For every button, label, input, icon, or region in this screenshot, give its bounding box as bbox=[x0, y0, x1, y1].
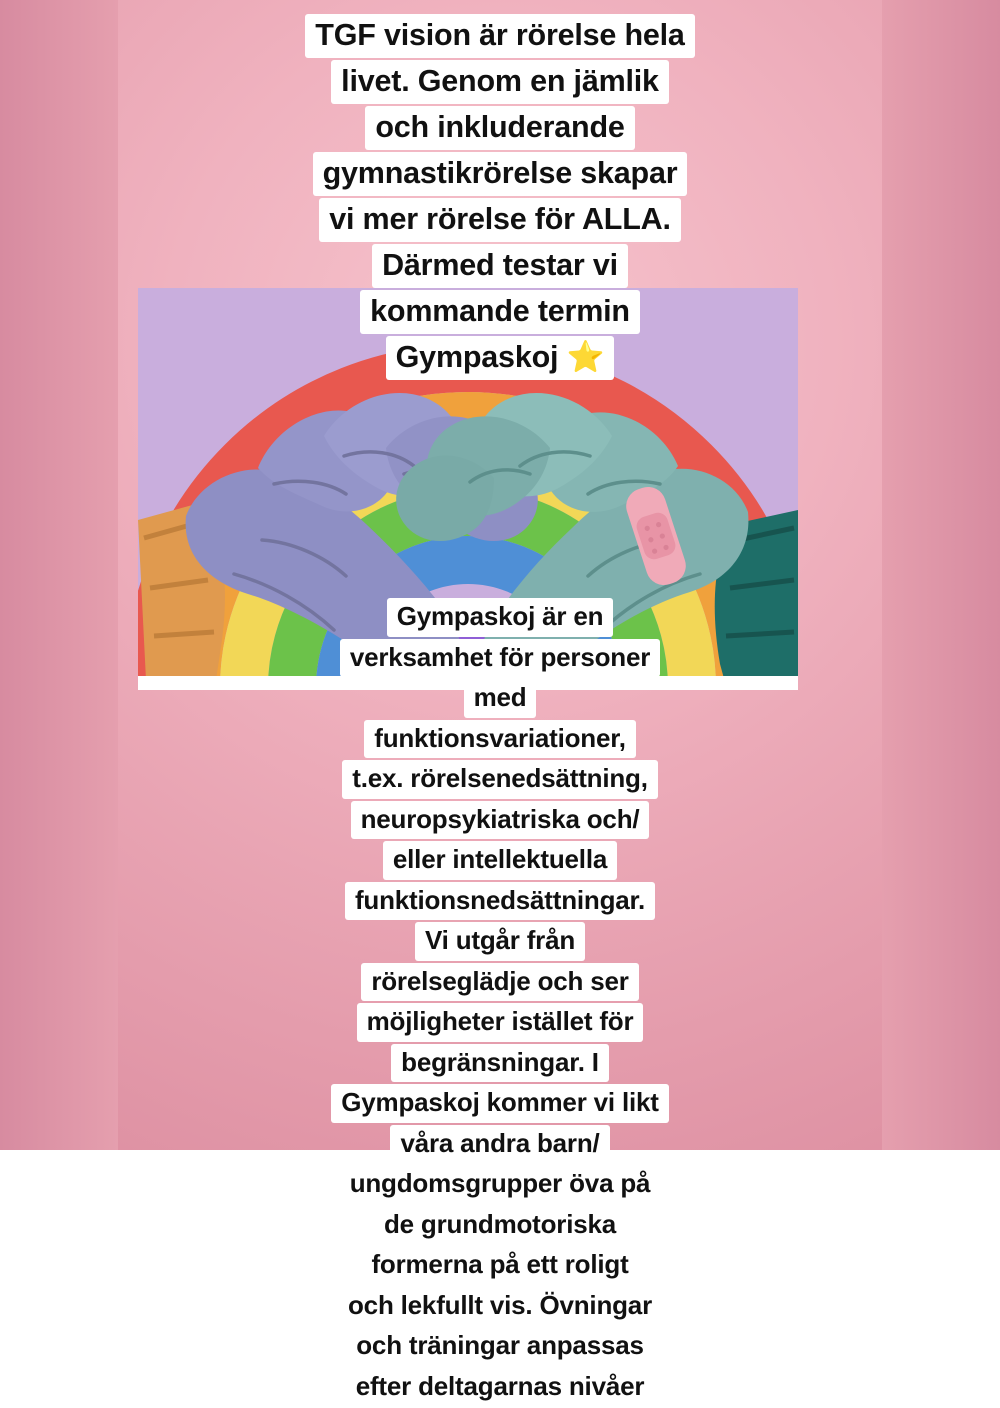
caption-line: våra andra barn/ bbox=[0, 1125, 1000, 1164]
background-right-edge bbox=[882, 0, 1000, 1150]
caption-line: Gympaskoj kommer vi likt bbox=[0, 1084, 1000, 1123]
caption-line: efter deltagarnas nivåer bbox=[0, 1368, 1000, 1407]
caption-line: och lekfullt vis. Övningar bbox=[0, 1287, 1000, 1326]
caption-line: gymnastikrörelse skapar bbox=[0, 152, 1000, 196]
hands-heart-rainbow-illustration bbox=[138, 288, 798, 688]
caption-line: Gympaskoj är en bbox=[0, 598, 1000, 637]
caption-line: rörelseglädje och ser bbox=[0, 963, 1000, 1002]
caption-line: Därmed testar vi bbox=[0, 244, 1000, 288]
caption-line: TGF vision är rörelse hela bbox=[0, 14, 1000, 58]
caption-line: neuropsykiatriska och/ bbox=[0, 801, 1000, 840]
caption-line: Gympaskoj ⭐ bbox=[0, 336, 1000, 380]
caption-line: vi mer rörelse för ALLA. bbox=[0, 198, 1000, 242]
caption-line: t.ex. rörelsenedsättning, bbox=[0, 760, 1000, 799]
caption-line: begränsningar. I bbox=[0, 1044, 1000, 1083]
caption-line: formerna på ett roligt bbox=[0, 1246, 1000, 1285]
caption-line: funktionsvariationer, bbox=[0, 720, 1000, 759]
caption-line: kommande termin bbox=[0, 290, 1000, 334]
caption-line: och inkluderande bbox=[0, 106, 1000, 150]
caption-line: livet. Genom en jämlik bbox=[0, 60, 1000, 104]
caption-line: möjligheter istället för bbox=[0, 1003, 1000, 1042]
caption-line: ungdomsgrupper öva på bbox=[0, 1165, 1000, 1204]
image-bottom-white-strip bbox=[138, 676, 798, 690]
caption-line: och träningar anpassas bbox=[0, 1327, 1000, 1366]
caption-line: Vi utgår från bbox=[0, 922, 1000, 961]
caption-line: de grundmotoriska bbox=[0, 1206, 1000, 1245]
caption-line: verksamhet för personer bbox=[0, 639, 1000, 678]
background-left-edge bbox=[0, 0, 118, 1150]
caption-line: eller intellektuella bbox=[0, 841, 1000, 880]
caption-line: med bbox=[0, 679, 1000, 718]
caption-line: funktionsnedsättningar. bbox=[0, 882, 1000, 921]
